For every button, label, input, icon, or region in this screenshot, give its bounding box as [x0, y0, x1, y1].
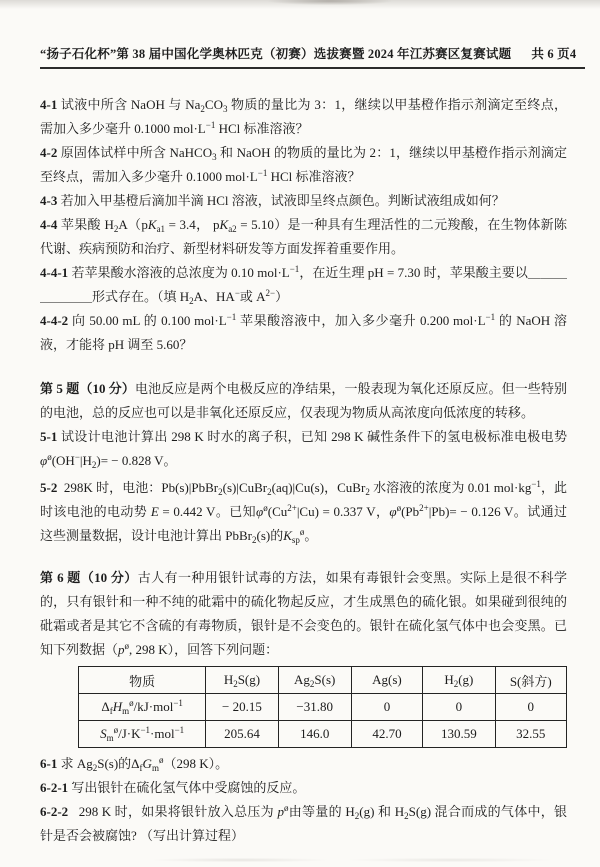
question-6-intro: 第 6 题（10 分）古人有一种用银针试毒的方法，如果有毒银针会变黑。实际上是很不科学的，只有银针和一种不纯的砒霜中的硫化物起反应，才生成黑色的硫化银。如果碰到很纯的砒霜或者是其它不含硫的有毒物质，银针是不会变色的。银针在硫化氢气体中也会变黑。已知下列数据（$p^ø$, 298 K），回答下列问题：: [40, 570, 567, 657]
page-number: 4: [569, 47, 577, 61]
col-header-s: S(斜方): [495, 667, 566, 694]
exam-title: “扬子石化杯”第 38 届中国化学奥林匹克（初赛）选拔赛暨 2024 年江苏赛区复赛试题: [40, 47, 512, 61]
question-6-2-1: 6-2-1 写出银针在硫化氢气体中受腐蚀的反应。: [40, 780, 306, 795]
question-4-1: 4-1 试液中所含 NaOH 与 $Na_2CO_3$ 物质的量比为 3：1，继续以甲基橙作指示剂滴定至终点，需加入多少毫升 0.1000 $mol\cdot L^{-1}$ HCl 标准溶液？: [40, 97, 567, 136]
question-5-1: 5-1 试设计电池计算出 298 K 时水的离子积，已知 298 K 碱性条件下的氢电极标准电极电势 $\varphi^ø(OH^-|H_2)= - 0.828$ V。: [40, 429, 567, 470]
thermo-data-table: [78, 666, 567, 748]
col-header-h2s: $H_2S(g)$: [206, 667, 278, 694]
scan-smudge-bottom: [0, 857, 600, 863]
row-label-entropy: $S_m^ø/J\cdot K^{-1}\cdot mol^{-1}$: [79, 721, 206, 748]
value-cell: − 20.15: [206, 694, 278, 721]
question-4-2: 4-2 原固体试样中所含 NaHCO$_3$ 和 NaOH 的物质的量比为 2：1，继续以甲基橙作指示剂滴定至终点，需加入多少毫升 0.1000 $mol\cdot L^{-1}$ HCl 标准溶液？: [40, 145, 568, 184]
question-5-intro: 第 5 题（10 分）电池反应是两个电极反应的净结果，一般表现为氧化还原反应。但一些特别的电池，总的反应也可以是非氧化还原反应，仅表现为物质从高浓度向低浓度的转移。: [40, 381, 567, 420]
question-5-2: 5-2 298K 时，电池：Pb(s)|PbBr$_2$(s)|CuBr$_2$(aq)|Cu(s)，CuBr$_2$ 水溶液的浓度为 0.01 $mol\cdot kg^{-1}$，此时该电池的电动势 E = 0.442 V。已知$\varphi^ø(Cu^{2+}|Cu) = 0.337$ V，$\varphi^ø(Pb^{2+}|Pb)= - 0.126$ V。试通过这些测量数据，设计电池计算出 PbBr$_2$(s)的$K_{sp}^ø$。: [40, 479, 567, 545]
table-header-row: [79, 667, 567, 694]
col-header-ag2s: $Ag_2S(s)$: [278, 667, 351, 694]
table-row-enthalpy: [79, 694, 567, 721]
page-content: [40, 0, 577, 848]
value-cell: 0: [351, 694, 422, 721]
value-cell: 0: [423, 694, 495, 721]
question-4-4-2: 4-4-2 向 50.00 mL 的 0.100 $mol\cdot L^{-1}$ 苹果酸溶液中，加入多少毫升 0.200 $mol\cdot L^{-1}$ 的 NaOH 溶液，才能将 pH 调至 5.60？: [40, 312, 567, 352]
table-row-entropy: [79, 721, 567, 748]
value-cell: −31.80: [278, 694, 351, 721]
question-4-3: 4-3 若加入甲基橙后滴加半滴 HCl 溶液，试液即呈终点颜色。判断试液组成如何？: [40, 193, 505, 208]
col-header-ag: Ag(s): [351, 667, 422, 694]
row-label-enthalpy: $\Delta_fH_m^ø/kJ\cdot mol^{-1}$: [79, 694, 206, 721]
col-header-substance: 物质: [79, 667, 206, 694]
page-header: [40, 46, 585, 69]
question-6-1: 6-1 求 $Ag_2S(s)$的$\Delta_fG_m^ø(298$ K）。: [40, 755, 229, 773]
question-6-2-2: 6-2-2 298 K 时，如果将银针放入总压为 $p^ø$由等量的 $H_2(g)$ 和 $H_2S(g)$ 混合而成的气体中，银针是否会被腐蚀? （写出计算过程）: [40, 803, 568, 843]
value-cell: 205.64: [206, 721, 278, 748]
question-4-4-1: 4-4-1 若苹果酸水溶液的总浓度为 0.10 $mol\cdot L^{-1}$，在近生理 pH = 7.30 时，苹果酸主要以＿＿＿＿＿＿＿形式存在。（填 $H_2A$、HA−或 $A^{2-}$）: [40, 264, 567, 306]
value-cell: 146.0: [278, 721, 351, 748]
value-cell: 0: [495, 694, 566, 721]
question-4-4: 4-4 苹果酸 $H_2A(pK_{a1} = 3.4$， $pK_{a2} = 5.10$）是一种具有生理活性的二元羧酸，在生物体新陈代谢、疾病预防和治疗、新型材料研发等方面发挥着重要作用。: [40, 217, 567, 256]
total-pages-label: 共 6 页: [531, 47, 570, 61]
value-cell: 32.55: [495, 721, 566, 748]
col-header-h2: $H_2(g)$: [423, 667, 495, 694]
value-cell: 42.70: [351, 721, 422, 748]
value-cell: 130.59: [423, 721, 495, 748]
